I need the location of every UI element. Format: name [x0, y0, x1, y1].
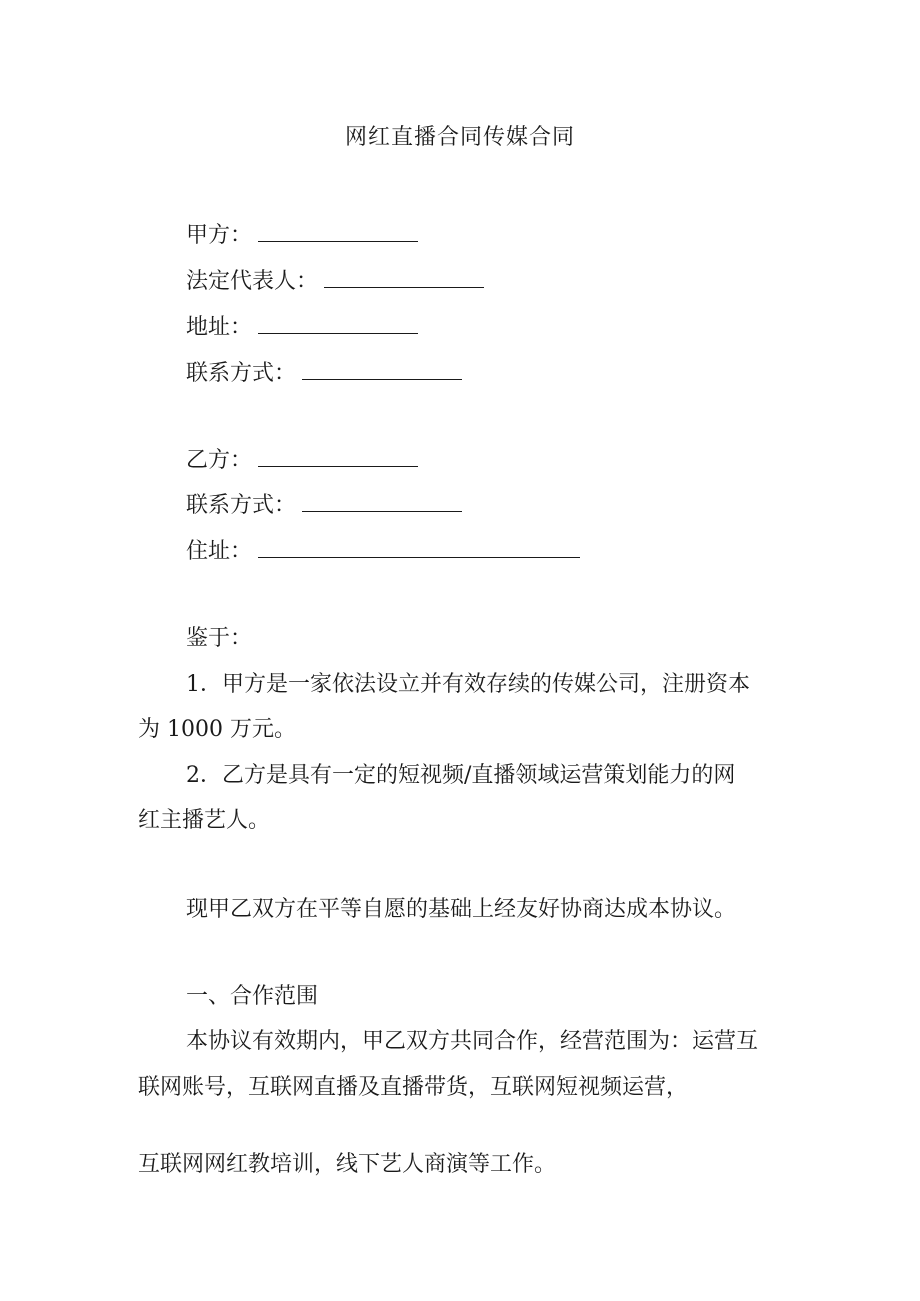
whereas-heading: 鉴于： — [186, 626, 253, 651]
party-b-contact-blank — [302, 491, 462, 512]
document-title: 网红直播合同传媒合同 — [344, 125, 575, 150]
residence-label: 住址： — [186, 539, 253, 564]
party-b-contact-label: 联系方式： — [186, 493, 297, 518]
legal-rep-label: 法定代表人： — [186, 269, 319, 294]
party-b-blank — [258, 446, 418, 467]
party-a-contact-line — [186, 359, 462, 389]
party-a-label: 甲方： — [186, 223, 253, 248]
party-a-contact-blank — [302, 359, 462, 380]
residence-blank — [258, 537, 580, 558]
party-b-line — [186, 446, 418, 476]
party-a-contact-label: 联系方式： — [186, 361, 297, 386]
section1-para-line1: 本协议有效期内，甲乙双方共同合作，经营范围为：运营互 — [186, 1029, 759, 1054]
agreement-statement: 现甲乙双方在平等自愿的基础上经友好协商达成本协议。 — [186, 897, 737, 922]
address-label: 地址： — [186, 315, 253, 340]
section1-para-line2: 联网账号，互联网直播及直播带货，互联网短视频运营， — [138, 1075, 689, 1100]
whereas-item1-line1: 1．甲方是一家依法设立并有效存续的传媒公司，注册资本 — [186, 672, 750, 697]
legal-rep-line — [186, 267, 484, 297]
party-b-contact-line — [186, 491, 462, 521]
residence-line — [186, 537, 580, 567]
address-line — [186, 313, 418, 343]
address-blank — [258, 313, 418, 334]
section1-para-line3: 互联网网红教培训，线下艺人商演等工作。 — [138, 1152, 557, 1177]
party-b-label: 乙方： — [186, 448, 253, 473]
whereas-item2-line1: 2．乙方是具有一定的短视频/直播领域运营策划能力的网 — [186, 763, 736, 788]
section1-heading: 一、合作范围 — [186, 984, 319, 1009]
whereas-item2-line2: 红主播艺人。 — [138, 808, 271, 833]
legal-rep-blank — [324, 267, 484, 288]
party-a-blank — [258, 221, 418, 242]
party-a-line — [186, 221, 418, 251]
whereas-item1-line2: 为 1000 万元。 — [138, 717, 296, 742]
